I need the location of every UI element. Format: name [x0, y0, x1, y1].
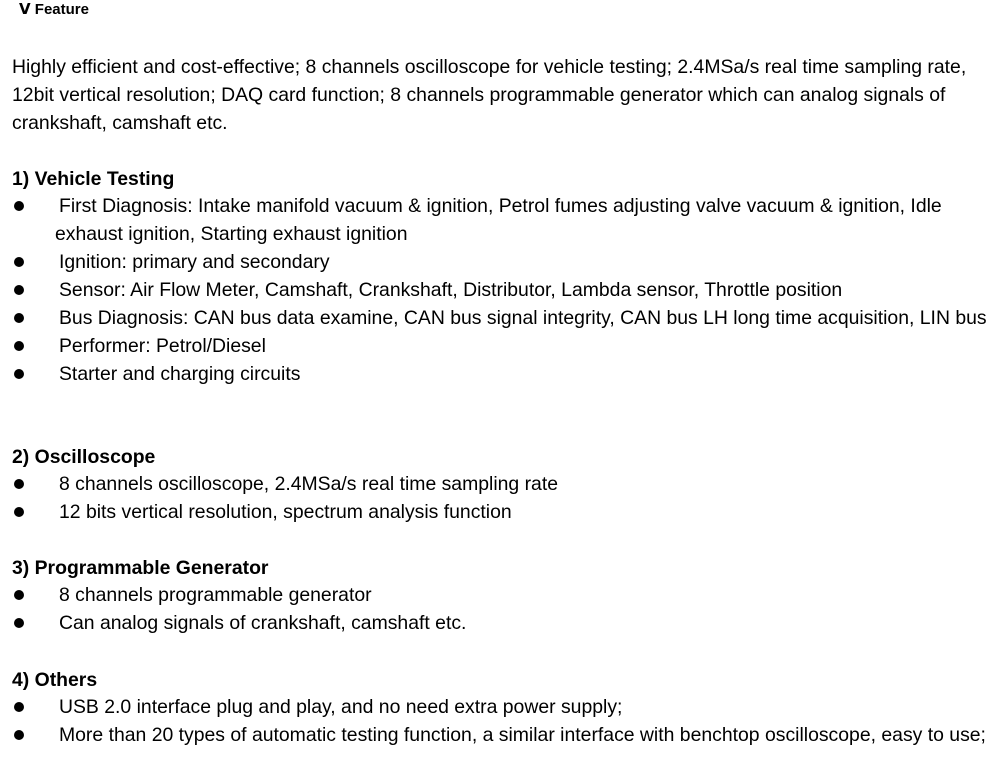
list-item: [12, 276, 987, 304]
bullet-icon: [14, 257, 24, 267]
list-item: [12, 332, 987, 360]
oscilloscope-list: [12, 470, 987, 526]
list-item-text: Performer: Petrol/Diesel: [59, 335, 266, 357]
bullet-icon: [14, 285, 24, 295]
list-item: [12, 470, 987, 498]
list-item-text: Bus Diagnosis: CAN bus data examine, CAN bus signal integrity, CAN bus LH long time acquisition, LIN bus: [59, 307, 987, 329]
vehicle-testing-list: [12, 192, 987, 388]
section-heading-programmable-generator: 3) Programmable Generator: [12, 557, 269, 579]
list-item: [12, 721, 987, 749]
list-item-text: Can analog signals of crankshaft, camshaft etc.: [59, 612, 467, 634]
list-item-text: 12 bits vertical resolution, spectrum analysis function: [59, 501, 512, 523]
bullet-icon: [14, 618, 24, 628]
bullet-icon: [14, 590, 24, 600]
list-item: [12, 693, 987, 721]
bullet-icon: [14, 702, 24, 712]
list-item: [12, 609, 987, 637]
list-item-text: 8 channels programmable generator: [59, 584, 372, 606]
list-item: [12, 248, 987, 276]
list-item-text: 8 channels oscilloscope, 2.4MSa/s real time sampling rate: [59, 473, 559, 495]
section-heading-vehicle-testing: 1) Vehicle Testing: [12, 168, 175, 190]
feature-title: Ⅴ Feature: [19, 1, 89, 18]
list-item: [12, 498, 987, 526]
list-item-text: Ignition: primary and secondary: [59, 251, 330, 273]
list-item: [12, 304, 987, 332]
section-heading-oscilloscope: 2) Oscilloscope: [12, 446, 156, 468]
bullet-icon: [14, 313, 24, 323]
bullet-icon: [14, 730, 24, 740]
bullet-icon: [14, 369, 24, 379]
bullet-icon: [14, 341, 24, 351]
list-item-text: USB 2.0 interface plug and play, and no need extra power supply;: [59, 696, 623, 718]
list-item: [12, 192, 987, 248]
list-item-text: Sensor: Air Flow Meter, Camshaft, Crankshaft, Distributor, Lambda sensor, Throttle position: [59, 279, 843, 301]
list-item-text: First Diagnosis: Intake manifold vacuum & ignition, Petrol fumes adjusting valve vacuum & ignition, Idle exhaust ignition, Starting exhaust ignition: [55, 195, 942, 245]
list-item-text: Starter and charging circuits: [59, 363, 301, 385]
section-heading-others: 4) Others: [12, 669, 98, 691]
list-item-text: More than 20 types of automatic testing function, a similar interface with benchtop oscilloscope, easy to use;: [59, 724, 986, 746]
bullet-icon: [14, 201, 24, 211]
bullet-icon: [14, 507, 24, 517]
programmable-generator-list: [12, 581, 987, 637]
list-item: [12, 360, 987, 388]
list-item: [12, 581, 987, 609]
intro-paragraph: Highly efficient and cost-effective; 8 channels oscilloscope for vehicle testing; 2.4MSa/s real time sampling rate, 12bit vertical resolution; DAQ card function; 8 channels programmable generator which can analog signals of crankshaft, camshaft etc.: [12, 56, 967, 134]
others-list: [12, 693, 987, 749]
bullet-icon: [14, 479, 24, 489]
